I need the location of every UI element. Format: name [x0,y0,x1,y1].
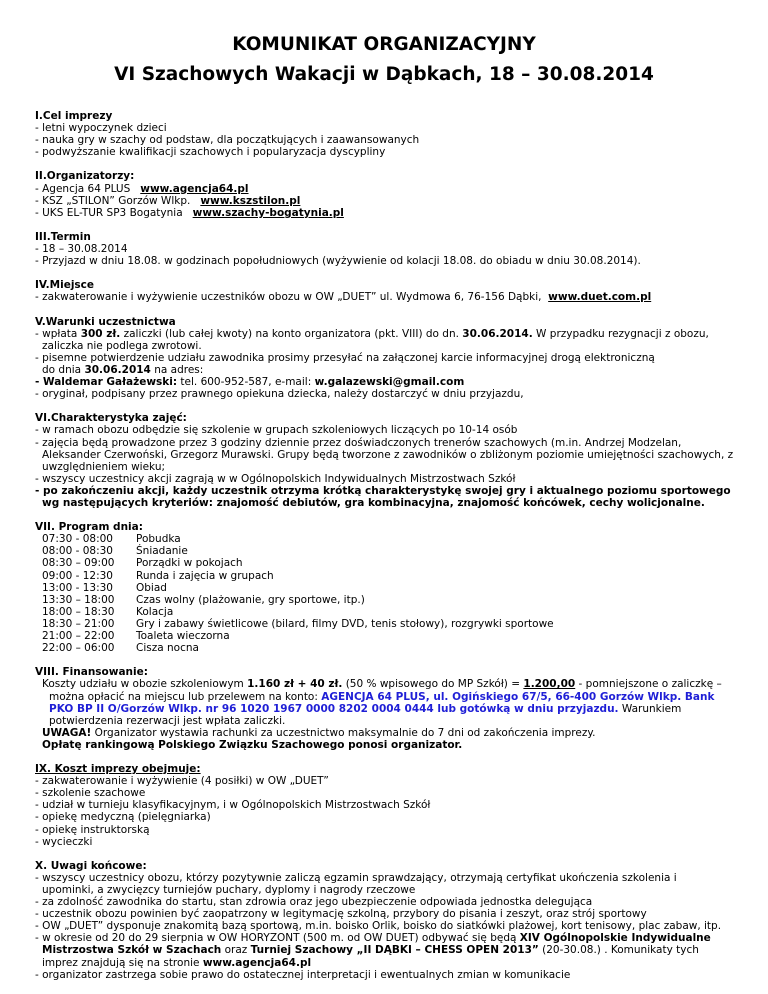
list-item: - Przyjazd w dniu 18.08. w godzinach popołudniowych (wyżywienie od kolacji 18.08. do obiadu w dniu 30.08.2014). [35,255,641,268]
text-fragment: - w okresie od 20 do 29 sierpnia w OW HORYZONT (500 m. od OW DUET) odbywać się będą [35,932,520,945]
text-line: uwzględnieniem wieku; [42,460,166,473]
schedule-activity: Gry i zabawy świetlicowe (bilard, filmy DVD, tenis stołowy), rozgrywki sportowe [136,617,554,630]
text-line [35,328,747,340]
text-fragment: imprez znajdują się na stronie [42,956,203,969]
text-line: - zajęcia będą prowadzone przez 3 godziny dziennie przez doświadczonych trenerów szachowych (m.in. Andrzej Modzelan, [35,436,682,449]
text-fragment: - wpłata [35,327,81,340]
total-amount: 1.200,00 [523,678,576,691]
text-fragment: W przypadku rezygnacji z obozu, [532,327,709,340]
list-item [35,195,747,207]
text-fragment: (50 % wpisowego do MP Szkół) = [342,678,524,691]
text-line: - w ramach obozu odbędzie się szkolenie w grupach szkoleniowych liczących po 10-14 osób [35,424,518,437]
section-heading: I.Cel imprezy [35,110,113,122]
table-row [42,630,554,642]
text-line: upominki, a zwycięzcy turniejów puchary, dyplomy i nagrody rzeczowe [42,884,416,896]
text-line: zaliczka nie podlega zwrotowi. [42,339,202,352]
list-item: - letni wypoczynek dzieci [35,122,167,135]
confirmation-deadline: 30.06.2014 [84,363,151,376]
website-link[interactable]: www.agencja64.pl [202,956,312,969]
list-item [35,207,747,219]
text-fragment: na adres: [150,363,204,376]
section-heading: IV.Miejsce [35,279,95,292]
table-row [42,582,554,594]
schedule-activity: Runda i zajęcia w grupach [136,569,274,582]
organizer-link[interactable]: www.szachy-bogatynia.pl [192,206,344,219]
text-fragment: zaliczki (lub całej kwoty) na konto organizatora (pkt. VIII) do dn. [120,327,463,340]
table-row [42,557,554,569]
section-heading: VI.Charakterystyka zajęć: [35,412,187,425]
schedule-time: 18:00 – 18:30 [42,605,115,618]
document-body [35,110,747,993]
text-fragment: oraz [221,944,251,957]
text-line: potwierdzenia rezerwacji jest wpłata zaliczki. [49,714,286,727]
section-characteristics [35,412,747,509]
schedule-time: 08:00 - 08:30 [42,545,113,558]
schedule-time: 13:30 – 18:00 [42,593,115,606]
table-row [42,545,554,557]
text-line: - OW „DUET” dysponuje znakomitą bazą sportową, m.in. boisko Orlik, boisko do siatkówki plażowej, kort tenisowy, plac zabaw, itp. [35,920,722,933]
list-item: - opiekę instruktorską [35,823,150,836]
schedule-activity: Pobudka [136,533,181,546]
text-line [35,727,747,739]
document-title: KOMUNIKAT ORGANIZACYJNY [232,34,536,55]
schedule-activity: Czas wolny (plażowanie, gry sportowe, itp.) [136,593,365,606]
text-fragment: (20-30.08.) . Komunikaty tych [538,944,699,957]
section-heading: III.Termin [35,230,91,243]
section-organizers [35,170,747,218]
section-schedule [35,521,747,654]
contact-email[interactable]: w.galazewski@gmail.com [314,376,465,389]
text-line [35,957,747,969]
schedule-time: 08:30 – 09:00 [42,557,115,570]
event-name: Turniej Szachowy „II DĄBKI – CHESS OPEN 2013” [250,944,539,957]
contact-phone: tel. 600-952-587, e-mail: [177,376,315,389]
table-row [42,594,554,606]
schedule-time: 22:00 – 06:00 [42,642,115,655]
section-heading: V.Warunki uczestnictwa [35,315,176,328]
list-item: - nauka gry w szachy od podstaw, dla początkujących i zaawansowanych [35,134,420,147]
section-cost-includes [35,763,747,848]
bank-recipient: AGENCJA 64 PLUS, ul. Ogińskiego 67/5, 66-400 Gorzów Wlkp. Bank [321,690,715,703]
table-row [42,533,554,545]
schedule-activity: Śniadanie [136,545,188,558]
schedule-time: 18:30 – 21:00 [42,617,115,630]
bank-account: PKO BP II O/Gorzów Wlkp. nr 96 1020 1967 0000 8202 0004 0444 [49,702,434,715]
text-line: Aleksander Czerwoński, Grzegorz Murawski. Grupy będą tworzone z zawodników o zbliżonym poziomie umiejętności szachowych, z [42,448,734,461]
organizer-name: - KSZ „STILON” Gorzów Wlkp. [35,194,191,207]
list-item: - zakwaterowanie i wyżywienie (4 posiłki) w OW „DUET” [35,775,329,788]
text-line [35,678,747,690]
cost-amount: 1.160 zł + 40 zł. [247,678,343,691]
document-subtitle: VI Szachowych Wakacji w Dąbkach, 18 – 30.08.2014 [114,64,654,85]
schedule-time: 13:00 - 13:30 [42,581,113,594]
text-line: - wszyscy uczestnicy obozu, którzy pozytywnie zaliczą egzamin sprawdzający, otrzymają certyfikat ukończenia szkolenia i [35,871,677,884]
list-item [35,291,747,303]
text-line: wg następujących kryteriów: znajomość debiutów, gra kombinacyjna, znajomość końcówek, cechy wolicjonalne. [42,497,705,509]
event-name: XIV Ogólnopolskie Indywidualne [519,932,711,945]
deposit-amount: 300 zł. [80,327,121,340]
list-item: - wycieczki [35,835,93,848]
text-line: - organizator zastrzega sobie prawo do ostatecznej interpretacji i ewentualnych zmian w komunikacie [35,968,571,981]
contact-name: - Waldemar Gałażewski: [35,376,178,389]
text-line: - pisemne potwierdzenie udziału zawodnika prosimy przesyłać na załączonej karcie informacyjnej drogą elektroniczną [35,351,655,364]
schedule-activity: Porządki w pokojach [136,557,243,570]
organizer-link[interactable]: www.kszstilon.pl [200,194,301,207]
deposit-deadline: 30.06.2014. [462,327,533,340]
text-line: - za zdolność zawodnika do startu, stan zdrowia oraz jego ubezpieczenie odpowiada jednostka delegująca [35,896,593,909]
organizer-link[interactable]: www.agencja64.pl [140,182,249,195]
table-row [42,642,554,654]
section-conditions [35,316,747,401]
event-name: Mistrzostwa Szkół w Szachach [42,944,222,957]
text-line [35,691,747,703]
text-line [35,932,747,944]
list-item [35,183,747,195]
list-item: - udział w turnieju klasyfikacyjnym, i w Ogólnopolskich Mistrzostwach Szkół [35,799,431,812]
contact-line [35,376,747,388]
schedule-activity: Cisza nocna [136,642,199,655]
text-fragment: - pomniejszone o zaliczkę – [575,678,722,691]
schedule-activity: Obiad [136,581,167,594]
section-final-notes [35,860,747,981]
section-heading: X. Uwagi końcowe: [35,859,147,872]
table-row [42,570,554,582]
schedule-time: 09:00 - 12:30 [42,569,113,582]
section-place [35,279,747,303]
table-row [42,606,554,618]
schedule-table [42,533,554,654]
organizer-name: - UKS EL-TUR SP3 Bogatynia [35,206,183,219]
place-link[interactable]: www.duet.com.pl [548,291,652,304]
schedule-time: 07:30 - 08:00 [42,533,113,546]
text-line: - wszyscy uczestnicy akcji zagrają w w Ogólnopolskich Indywidualnych Mistrzostwach Szkół [35,472,516,485]
schedule-time: 21:00 – 22:00 [42,630,115,643]
organizer-name: - Agencja 64 PLUS [35,182,131,195]
list-item: - szkolenie szachowe [35,787,146,800]
section-heading: IX. Koszt imprezy obejmuje: [35,763,201,776]
text-line: - po zakończeniu akcji, każdy uczestnik otrzyma krótką charakterystykę swojej gry i aktualnego poziomu sportowego [35,484,731,497]
text-line [35,364,747,376]
list-item: - podwyższanie kwalifikacji szachowych i popularyzacja dyscypliny [35,146,386,159]
text-line: - uczestnik obozu powinien być zaopatrzony w legitymację szkolną, przybory do pisania i zeszyt, oraz strój sportowy [35,908,647,921]
warning-label: UWAGA! [42,726,92,739]
section-heading: VII. Program dnia: [35,521,143,534]
text-line: Opłatę rankingową Polskiego Związku Szachowego ponosi organizator. [42,738,463,751]
text-fragment: Organizator wystawia rachunki za uczestnictwo maksymalnie do 7 dni od zakończenia imprezy. [91,726,596,739]
section-heading: VIII. Finansowanie: [35,666,148,679]
cash-payment-note: lub gotówką w dniu przyjazdu. [433,702,619,715]
text-fragment: Warunkiem [618,702,682,715]
schedule-activity: Toaleta wieczorna [136,630,230,643]
list-item: - opiekę medyczną (pielęgniarka) [35,811,211,824]
table-row [42,618,554,630]
text-line [35,703,747,715]
text-line [35,944,747,956]
section-dates [35,231,747,267]
text-fragment: do dnia [42,363,85,376]
section-heading: II.Organizatorzy: [35,170,135,183]
text-line: - oryginał, podpisany przez prawnego opiekuna dziecka, należy dostarczyć w dniu przyjazdu, [35,388,524,401]
schedule-activity: Kolacja [136,605,174,618]
text-fragment: można opłacić na miejscu lub przelewem na konto: [49,690,322,703]
section-goal [35,110,747,158]
section-financing [35,666,747,751]
place-text: - zakwaterowanie i wyżywienie uczestników obozu w OW „DUET” ul. Wydmowa 6, 76-156 Dąbki, [35,291,542,304]
list-item: - 18 – 30.08.2014 [35,243,128,256]
text-fragment: Koszty udziału w obozie szkoleniowym [42,678,248,691]
